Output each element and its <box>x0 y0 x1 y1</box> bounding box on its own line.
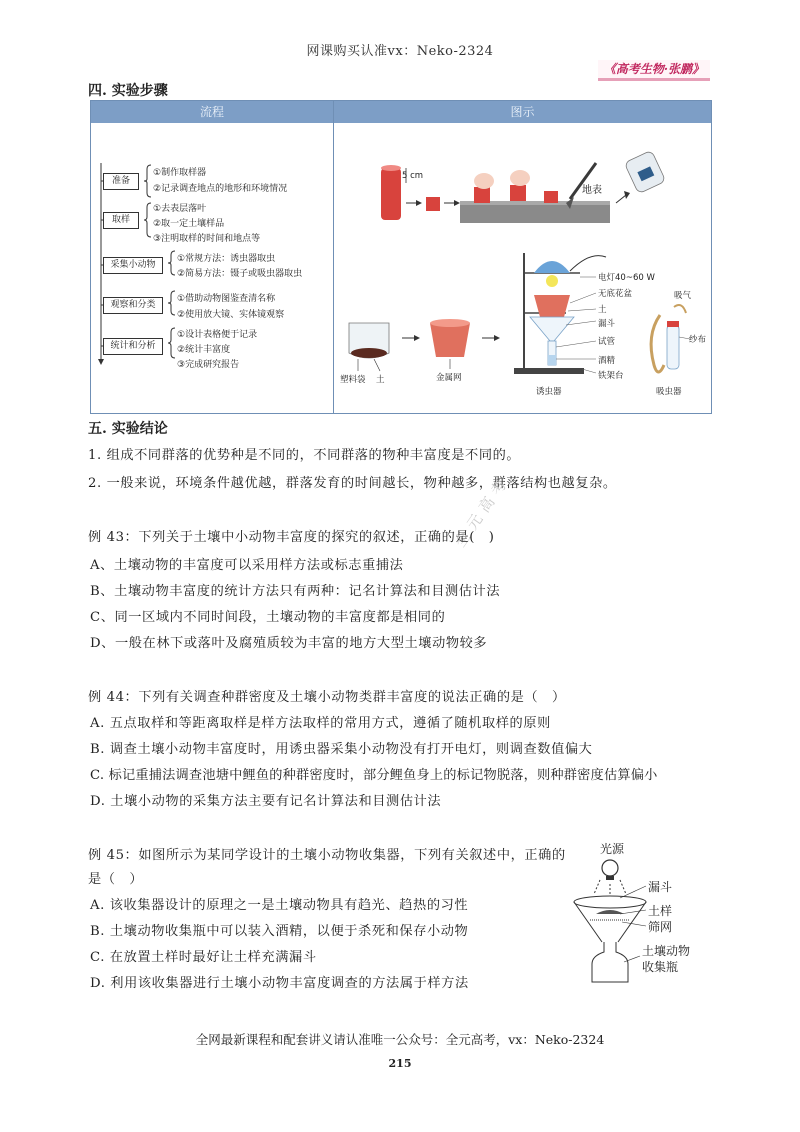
flow-item: ①常规方法：诱虫器取虫 <box>177 254 276 264</box>
label-bottle-line1: 土壤动物 <box>642 944 691 958</box>
stage-prepare: 准备 <box>103 173 139 190</box>
section5-title: 五. 实验结论 <box>88 421 168 437</box>
label-flowerpot: 无底花盆 <box>598 289 633 299</box>
collector-figure <box>560 838 720 988</box>
q44-stem: 例 44：下列有关调查种群密度及土壤小动物类群丰富度的说法正确的是（ ） <box>88 690 566 705</box>
q44-option-d: D. 土壤小动物的采集方法主要有记名计算法和目测估计法 <box>90 794 442 809</box>
label-bottle-line2: 收集瓶 <box>642 960 679 974</box>
label-light-source: 光源 <box>600 842 625 856</box>
stage-observe: 观察和分类 <box>103 297 163 314</box>
q45-option-d: D. 利用该收集器进行土壤小动物丰富度调查的方法属于样方法 <box>90 976 469 991</box>
sampler-cylinder <box>381 168 401 220</box>
collector-illustration <box>560 838 720 988</box>
label-funnel: 漏斗 <box>598 319 616 329</box>
flow-item: ①设计表格便于记录 <box>177 330 258 340</box>
stage-collect: 采集小动物 <box>103 257 163 274</box>
label-surface: 地表 <box>582 185 602 196</box>
stage-analyze: 统计和分析 <box>103 338 163 355</box>
label-soil: 土 <box>598 305 607 315</box>
diagram-area <box>334 123 711 413</box>
q43-option-c: C、同一区域内不同时间段，土壤动物的丰富度都是相同的 <box>90 610 446 625</box>
stage-sampling: 取样 <box>103 212 139 229</box>
flow-item: ②取一定土壤样品 <box>153 219 225 229</box>
table-header <box>91 101 711 123</box>
book-badge: 《高考生物·张鹏》 <box>598 60 710 81</box>
light-bulb-icon <box>602 860 618 876</box>
label-trap: 诱虫器 <box>536 387 562 397</box>
q45-stem-line1: 例 45：如图所示为某同学设计的土壤小动物收集器，下列有关叙述中，正确的 <box>88 848 566 863</box>
label-lamp: 电灯40~60 W <box>598 273 655 283</box>
label-aspirator: 吸虫器 <box>656 387 682 397</box>
col-header-diagram: 图示 <box>510 105 535 119</box>
flow-item: ③注明取样的时间和地点等 <box>153 234 261 244</box>
q45-stem-line2: 是（ ） <box>88 872 144 887</box>
flow-item: ①借助动物图鉴查清名称 <box>177 294 276 304</box>
flowchart <box>91 123 333 413</box>
experiment-steps-table <box>90 100 712 414</box>
q43-option-b: B、土壤动物丰富度的统计方法只有两种：记名计算法和目测估计法 <box>90 584 501 599</box>
flow-item: ②统计丰富度 <box>177 345 231 355</box>
flow-item: ②记录调查地点的地形和环境情况 <box>153 184 288 194</box>
q44-option-b: B. 调查土壤小动物丰富度时，用诱虫器采集小动物没有打开电灯，则调查数值偏大 <box>90 742 593 757</box>
label-alcohol: 酒精 <box>598 356 616 366</box>
q44-option-c: C. 标记重捕法调查池塘中鲤鱼的种群密度时，部分鲤鱼身上的标记物脱落，则种群密度估算偏小 <box>90 768 658 783</box>
aspirator-tube-glass <box>667 325 679 369</box>
flow-item: ③完成研究报告 <box>177 360 240 370</box>
conclusion-1: 1. 组成不同群落的优势种是不同的，不同群落的物种丰富度是不同的。 <box>88 448 521 463</box>
q43-stem: 例 43：下列关于土壤中小动物丰富度的探究的叙述，正确的是( ) <box>88 530 495 545</box>
conclusion-2: 2. 一般来说，环境条件越优越，群落发育的时间越长，物种越多，群落结构也越复杂。 <box>88 476 617 491</box>
label-tube: 试管 <box>598 337 616 347</box>
label-gauze: 纱布 <box>689 335 707 345</box>
label-suck: 吸气 <box>674 291 692 301</box>
flowerpot <box>430 323 470 357</box>
flow-item: ②使用放大镜、实体镜观察 <box>177 310 285 320</box>
flow-item: ①去表层落叶 <box>153 204 207 214</box>
label-stand: 铁架台 <box>598 371 624 381</box>
label-soil2: 土 <box>376 375 385 385</box>
lamp-shade <box>534 261 570 273</box>
aspirator-tube <box>651 315 664 372</box>
q43-option-d: D、一般在林下或落叶及腐殖质较为丰富的地方大型土壤动物较多 <box>90 636 488 651</box>
q45-option-c: C. 在放置土样时最好让土样充满漏斗 <box>90 950 317 965</box>
section4-title: 四. 实验步骤 <box>88 83 168 99</box>
label-mesh: 金属网 <box>436 373 462 383</box>
label-sieve: 筛网 <box>648 920 673 934</box>
label-bag: 塑料袋 <box>340 375 366 385</box>
col-header-flow: 流程 <box>199 105 224 119</box>
label-5cm: 5 cm <box>402 171 424 181</box>
q43-option-a: A、土壤动物的丰富度可以采用样方法或标志重捕法 <box>90 558 404 573</box>
q44-option-a: A. 五点取样和等距离取样是样方法取样的常用方式，遵循了随机取样的原则 <box>90 716 551 731</box>
page-number: 215 <box>388 1057 412 1070</box>
diagram-illustrations <box>334 123 711 413</box>
top-watermark: 网课购买认准vx：Neko-2324 <box>306 44 494 59</box>
q45-option-a: A. 该收集器设计的原理之一是土壤动物具有趋光、趋热的习性 <box>90 898 469 913</box>
label-funnel: 漏斗 <box>648 880 673 894</box>
flow-item: ②简易方法：镊子或吸虫器取虫 <box>177 269 303 279</box>
label-soil-sample: 土样 <box>648 904 673 918</box>
diagonal-watermark: 全元高考 <box>450 471 514 551</box>
bottom-watermark: 全网最新课程和配套讲义请认准唯一公众号：全元高考，vx：Neko-2324 <box>195 1032 605 1047</box>
sampler-small <box>426 197 440 211</box>
flow-item: ①制作取样器 <box>153 168 207 178</box>
stand-base <box>514 368 584 374</box>
q45-option-b: B. 土壤动物收集瓶中可以装入酒精，以便于杀死和保存小动物 <box>90 924 469 939</box>
